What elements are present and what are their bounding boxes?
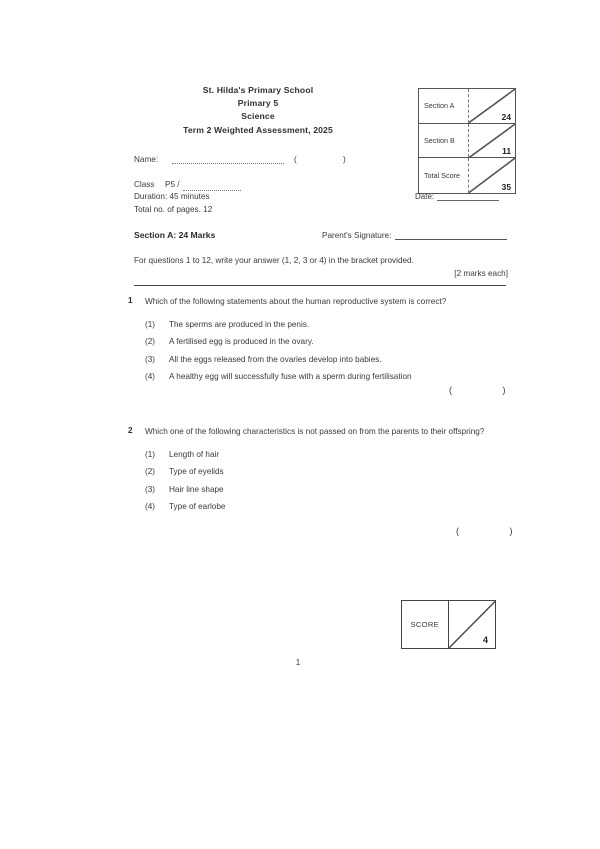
- class-prefix: P5 /: [165, 180, 180, 189]
- page-score-value: 4: [482, 635, 488, 645]
- parent-signature-write-line[interactable]: [395, 231, 507, 240]
- option-text: A fertilised egg is produced in the ovary.: [169, 337, 314, 347]
- level-name: Primary 5: [237, 98, 279, 109]
- option-text: Length of hair: [169, 449, 220, 459]
- option-number: (3): [145, 484, 156, 494]
- score-label: Section B: [419, 124, 469, 158]
- date-write-line[interactable]: [437, 193, 499, 201]
- score-row-section-a: [419, 89, 515, 124]
- name-write-line[interactable]: [172, 155, 284, 164]
- section-divider: [134, 285, 506, 286]
- diagonal-slash-icon: [449, 601, 496, 648]
- question-2: [128, 426, 518, 519]
- score-mark-cell: [469, 124, 515, 158]
- question-number: 2: [128, 426, 133, 435]
- class-label: Class: [134, 180, 155, 189]
- option-number: (4): [145, 502, 156, 512]
- page-score-mark-cell: [449, 601, 496, 648]
- score-row-total: [419, 158, 515, 193]
- name-field[interactable]: [134, 155, 368, 164]
- score-label: Section A: [419, 89, 469, 123]
- section-heading: Section A: 24 Marks: [134, 230, 216, 240]
- page-number: 1: [295, 658, 301, 667]
- option-text: The sperms are produced in the penis.: [169, 319, 310, 329]
- duration-text: Duration: 45 minutes: [134, 192, 210, 202]
- class-field[interactable]: [134, 179, 241, 191]
- option-item[interactable]: [145, 484, 518, 495]
- question-stem: [128, 296, 518, 308]
- subject-name: Science: [241, 111, 275, 122]
- option-text: Hair line shape: [169, 484, 224, 494]
- option-item[interactable]: [145, 466, 518, 477]
- assessment-title: Term 2 Weighted Assessment, 2025: [183, 124, 333, 135]
- question-options: [128, 319, 518, 383]
- option-number: (2): [145, 467, 156, 477]
- score-label: Total Score: [419, 158, 469, 193]
- option-item[interactable]: [145, 354, 518, 365]
- date-label: Date:: [415, 192, 435, 201]
- question-text: Which one of the following characteristics is not passed on from the parents to their offspring?: [145, 427, 485, 436]
- score-value: 11: [502, 146, 511, 157]
- date-field[interactable]: [415, 192, 499, 201]
- parent-signature-label: Parent's Signature:: [322, 231, 392, 240]
- option-item[interactable]: [145, 319, 518, 330]
- option-item[interactable]: [145, 336, 518, 347]
- page-score-box: [401, 600, 496, 649]
- question-1: [128, 296, 518, 389]
- score-mark-cell: [469, 89, 515, 123]
- total-pages-text: Total no. of pages. 12: [134, 204, 213, 214]
- name-label: Name:: [134, 155, 159, 164]
- option-text: A healthy egg will successfully fuse with a sperm during fertilisation: [169, 372, 412, 382]
- question-number: 1: [128, 296, 133, 305]
- score-mark-cell: [469, 158, 515, 193]
- option-number: (1): [145, 319, 156, 329]
- score-summary-table: [418, 88, 516, 194]
- option-text: All the eggs released from the ovaries develop into babies.: [169, 354, 382, 364]
- option-item[interactable]: [145, 501, 518, 512]
- option-number: (1): [145, 449, 156, 459]
- answer-bracket-q2[interactable]: ( ): [456, 526, 537, 536]
- option-number: (4): [145, 372, 156, 382]
- question-options: [128, 449, 518, 513]
- option-item[interactable]: [145, 449, 518, 460]
- parent-signature-field[interactable]: [322, 231, 507, 240]
- marks-per-question-note: [2 marks each]: [454, 269, 508, 278]
- class-write-line[interactable]: [183, 182, 241, 191]
- paper-meta: [134, 179, 241, 216]
- question-text: Which of the following statements about the human reproductive system is correct?: [145, 297, 447, 306]
- score-value: 24: [501, 111, 511, 122]
- school-name: St. Hilda's Primary School: [202, 85, 314, 95]
- option-number: (2): [145, 337, 156, 347]
- option-text: Type of earlobe: [169, 502, 226, 512]
- option-text: Type of eyelids: [169, 467, 224, 477]
- option-item[interactable]: [145, 371, 518, 382]
- page-score-label: SCORE: [402, 601, 449, 648]
- name-index-bracket[interactable]: ( ): [294, 155, 368, 164]
- score-value: 35: [501, 181, 511, 192]
- section-instruction: For questions 1 to 12, write your answer (1, 2, 3 or 4) in the bracket provided.: [134, 256, 414, 265]
- score-row-section-b: [419, 124, 515, 159]
- question-stem: [128, 426, 518, 438]
- answer-bracket-q1[interactable]: ( ): [449, 385, 530, 395]
- option-number: (3): [145, 354, 156, 364]
